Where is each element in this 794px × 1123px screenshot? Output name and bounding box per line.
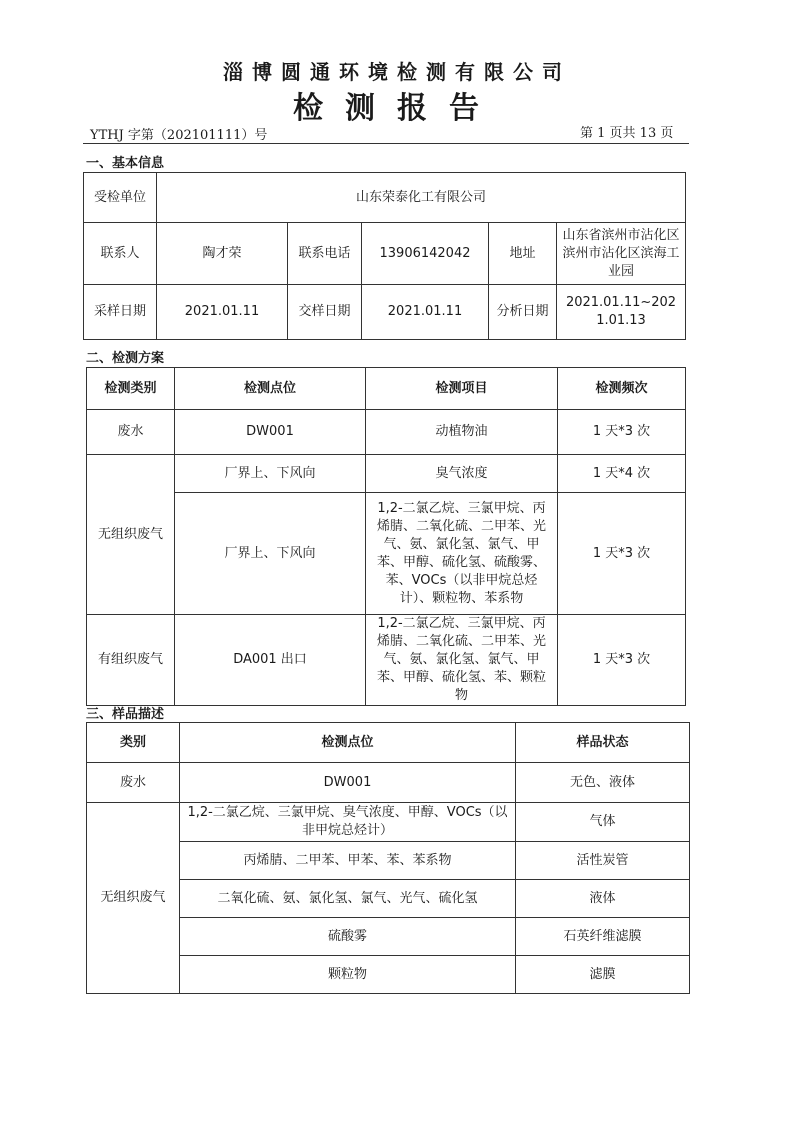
unorganized-items-2-text: 1,2-二氯乙烷、三氯甲烷、丙烯腈、二氧化硫、二甲苯、光气、氨、氯化氢、氯气、甲苯、甲醇、硫化氢、硫酸雾、苯、VOCs（以非甲烷总烃计）、颗粒物、苯系物 (376, 500, 546, 606)
col-header-point: 检测点位 (180, 723, 516, 763)
section-test-plan-heading: 二、检测方案 (86, 351, 165, 366)
delivery-value: 2021.01.11 (362, 285, 489, 340)
sample-point-1: 1,2-二氯乙烷、三氯甲烷、臭气浓度、甲醇、VOCs（以非甲烷总烃计） (180, 803, 516, 842)
analysis-label: 分析日期 (489, 285, 557, 340)
test-plan-table (86, 367, 686, 706)
address-value (557, 223, 686, 285)
sample-point-2: 丙烯腈、二甲苯、甲苯、苯、苯系物 (180, 842, 516, 880)
delivery-label: 交样日期 (288, 285, 362, 340)
sample-point-4: 硫酸雾 (180, 918, 516, 956)
sample-state-3: 液体 (516, 880, 690, 918)
address-text: 山东省滨州市沾化区滨州市沾化区滨海工业园 (562, 227, 680, 279)
unorganized-category: 无组织废气 (87, 455, 175, 615)
wastewater-items: 动植物油 (366, 410, 558, 455)
col-header-category: 类别 (87, 723, 180, 763)
table-row (87, 763, 690, 803)
wastewater-category: 废水 (87, 410, 175, 455)
table-row (84, 285, 686, 340)
col-header-point: 检测点位 (175, 368, 366, 410)
client-label: 受检单位 (84, 173, 157, 223)
table-row (87, 410, 686, 455)
organized-items-text: 1,2-二氯乙烷、三氯甲烷、丙烯腈、二氧化硫、二甲苯、光气、氨、氯化氢、氯气、甲苯、甲醇、硫化氢、苯、颗粒物 (376, 616, 546, 703)
sampling-label: 采样日期 (84, 285, 157, 340)
unorganized-items-1: 臭气浓度 (366, 455, 558, 493)
company-name: 淄博圆通环境检测有限公司 (223, 60, 571, 84)
unorganized-point-1: 厂界上、下风向 (175, 455, 366, 493)
sample-state-2: 活性炭管 (516, 842, 690, 880)
sample-state-1: 气体 (516, 803, 690, 842)
sample-unorganized-category: 无组织废气 (87, 803, 180, 994)
col-header-state: 样品状态 (516, 723, 690, 763)
contact-label: 联系人 (84, 223, 157, 285)
client-value: 山东荣泰化工有限公司 (157, 173, 686, 223)
col-header-category: 检测类别 (87, 368, 175, 410)
sample-point-3: 二氧化硫、氨、氯化氢、氯气、光气、硫化氢 (180, 880, 516, 918)
table-header-row (87, 368, 686, 410)
unorganized-frequency-2: 1 天*3 次 (558, 493, 686, 615)
sample-state-4: 石英纤维滤膜 (516, 918, 690, 956)
basic-info-table (83, 172, 686, 340)
wastewater-point: DW001 (175, 410, 366, 455)
report-title: 检测报告 (293, 91, 501, 126)
sample-wastewater-category: 废水 (87, 763, 180, 803)
unorganized-frequency-1: 1 天*4 次 (558, 455, 686, 493)
analysis-value (557, 285, 686, 340)
unorganized-items-2 (366, 493, 558, 615)
sample-wastewater-point: DW001 (180, 763, 516, 803)
organized-point: DA001 出口 (175, 615, 366, 706)
organized-category: 有组织废气 (87, 615, 175, 706)
table-row (87, 493, 686, 615)
table-row (84, 223, 686, 285)
sampling-value: 2021.01.11 (157, 285, 288, 340)
organized-frequency: 1 天*3 次 (558, 615, 686, 706)
sample-state-5: 滤膜 (516, 956, 690, 994)
col-header-frequency: 检测频次 (558, 368, 686, 410)
organized-items (366, 615, 558, 706)
table-header-row (87, 723, 690, 763)
sample-point-5: 颗粒物 (180, 956, 516, 994)
page-info: 第 1 页共 13 页 (580, 126, 674, 141)
document-number: YTHJ 字第（202101111）号 (90, 128, 268, 143)
section-basic-info-heading: 一、基本信息 (86, 156, 165, 171)
contact-value: 陶才荣 (157, 223, 288, 285)
section-sample-desc-heading: 三、样品描述 (86, 707, 165, 722)
table-row (87, 615, 686, 706)
table-row (87, 455, 686, 493)
unorganized-point-2: 厂界上、下风向 (175, 493, 366, 615)
phone-label: 联系电话 (288, 223, 362, 285)
wastewater-frequency: 1 天*3 次 (558, 410, 686, 455)
sample-description-table (86, 722, 690, 994)
table-row (84, 173, 686, 223)
table-row (87, 803, 690, 842)
address-label: 地址 (489, 223, 557, 285)
col-header-items: 检测项目 (366, 368, 558, 410)
sample-wastewater-state: 无色、液体 (516, 763, 690, 803)
analysis-text: 2021.01.11~2021.01.13 (565, 295, 677, 328)
phone-value: 13906142042 (362, 223, 489, 285)
header-divider (83, 143, 689, 144)
